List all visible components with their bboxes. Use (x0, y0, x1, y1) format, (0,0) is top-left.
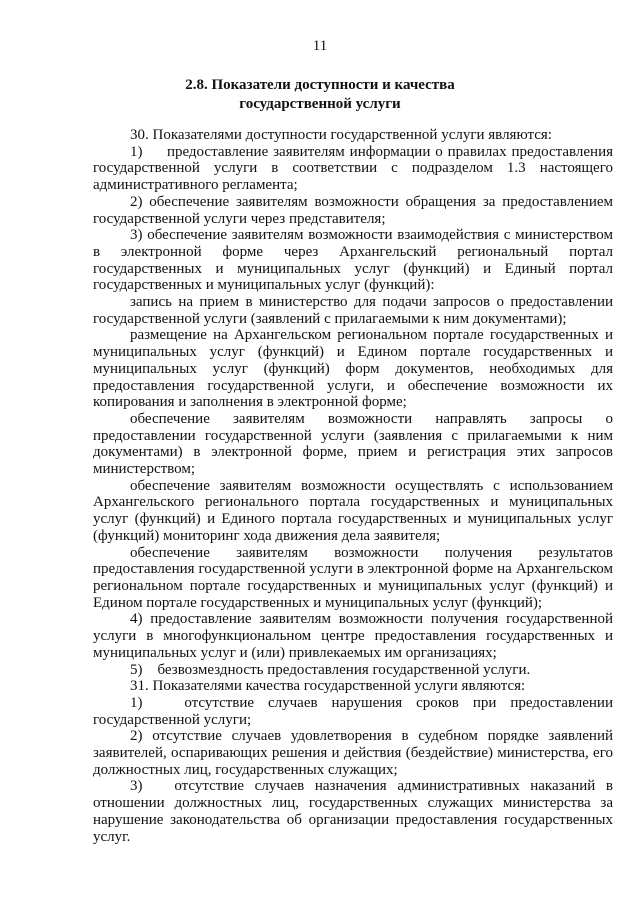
paragraph: обеспечение заявителям возможности осуществлять с использованием Архангельского регионального портала государственных и муниципальных услуг (функций) и Единого портала государственных и муниципальных услуг (функций) мониторинг хода движения дела заявителя; (93, 477, 613, 544)
heading-line-2: государственной услуги (239, 96, 401, 112)
heading-line-1: 2.8. Показатели доступности и качества (185, 77, 455, 93)
page-number: 11 (312, 38, 328, 54)
document-body (93, 127, 613, 845)
paragraph: 2) отсутствие случаев удовлетворения в судебном порядке заявлений заявителей, оспаривающих решения и действия (бездействие) министерства, его должностных лиц, государственных служащих; (93, 728, 613, 778)
paragraph: 3) обеспечение заявителям возможности взаимодействия с министерством в электронной форме через Архангельский региональный портал государственных и муниципальных услуг (функций) и Единый портал государственных и муниципальных услуг (функций): (93, 227, 613, 294)
paragraph: 31. Показателями качества государственной услуги являются: (130, 678, 526, 695)
paragraph: размещение на Архангельском региональном портале государственных и муниципальных услуг (функций) и Едином портале государственных и муниципальных услуг (функций) форм документов, необходимых для предоставления государственной услуги, и обеспечение возможности их копирования и заполнения в электронной форме; (93, 327, 613, 411)
paragraph: 5) безвозмездность предоставления государственной услуги. (130, 661, 531, 678)
paragraph: 1) предоставление заявителям информации о правилах предоставления государственной услуги в соответствии с подразделом 1.3 настоящего административного регламента; (93, 143, 613, 194)
section-heading (0, 76, 640, 114)
paragraph: обеспечение заявителям возможности направлять запросы о предоставлении государственной услуги (заявления с прилагаемыми к ним документами) в электронной форме, прием и регистрация этих запросов министерством; (93, 410, 613, 478)
paragraph: 2) обеспечение заявителям возможности обращения за предоставлением государственной услуги через представителя; (93, 193, 613, 227)
paragraph: обеспечение заявителям возможности получения результатов предоставления государственной услуги в электронной форме на Архангельском региональном портале государственных и муниципальных услуг (функций) и Едином портале государственных и муниципальных услуг (функций); (93, 544, 613, 611)
paragraph: 3) отсутствие случаев назначения административных наказаний в отношении должностных лиц, государственных служащих министерства за нарушение законодательства об организации предоставления государственных услуг. (93, 778, 613, 845)
paragraph: 1) отсутствие случаев нарушения сроков при предоставлении государственной услуги; (93, 694, 613, 728)
paragraph: запись на прием в министерство для подачи запросов о предоставлении государственной услуги (заявлений с прилагаемыми к ним документами); (93, 294, 613, 327)
paragraph: 4) предоставление заявителям возможности получения государственной услуги в многофункциональном центре предоставления государственных и муниципальных услуг и (или) привлекаемых им организациях; (93, 611, 613, 661)
paragraph: 30. Показателями доступности государственной услуги являются: (130, 127, 552, 143)
